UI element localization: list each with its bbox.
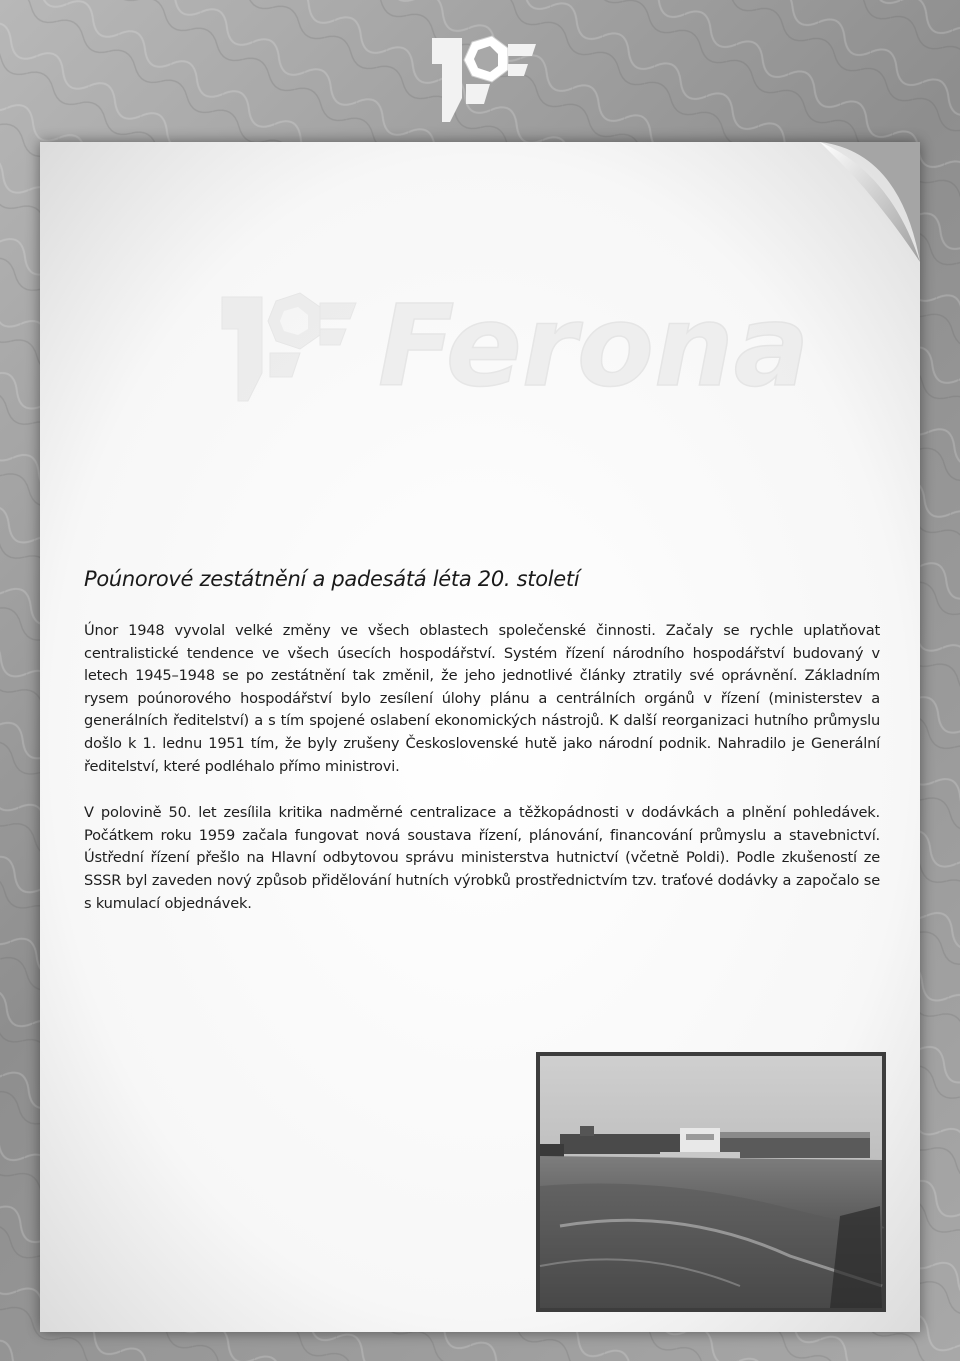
historical-industrial-site-photo [540,1056,882,1308]
article-body [84,620,880,939]
paper-sheet [40,142,920,1332]
watermark-wordmark: Ferona [378,282,810,412]
ferona-watermark-logo [218,277,810,412]
section-title: Poúnorové zestátnění a padesátá léta 20. století [84,567,580,591]
ferona-logo-icon [428,34,538,126]
paragraph-2: V polovině 50. let zesílila kritika nadměrné centralizace a těžkopádnosti v dodávkách a plnění pohledávek. Počátkem roku 1959 začala fungovat nová soustava řízení, plánování, financování průmyslu a stavebnictví. Ústřední řízení přešlo na Hlavní odbytovou správu ministerstva hutnictví (včetně Poldi). Podle zkušeností ze SSSR byl zaveden nový způsob přidělování hutních výrobků prostřednictvím tzv. traťové dodávky a započalo se s kumulací objednávek. [84,804,880,912]
historical-photo [536,1052,886,1312]
paragraph-1: Únor 1948 vyvolal velké změny ve všech oblastech společenské činnosti. Začaly se rychle uplatňovat centralistické tendence ve všech úsecích hospodářství. Systém řízení národního hospodářství budovaný v letech 1945–1948 se po zestátnění tak změnil, že jeho jednotlivé články ztratily své oprávnění. Základním rysem poúnorového hospodářství bylo zesílení úlohy plánu a centrálních orgánů v řízení (ministerstev a generálních ředitelství) a s tím spojené oslabení ekonomických nástrojů. K další reorganizaci hutního průmyslu došlo k 1. lednu 1951 tím, že byly zrušeny Československé hutě jako národní podnik. Nahradilo je Generální ředitelství, které podléhalo přímo ministrovi. [84,622,880,775]
